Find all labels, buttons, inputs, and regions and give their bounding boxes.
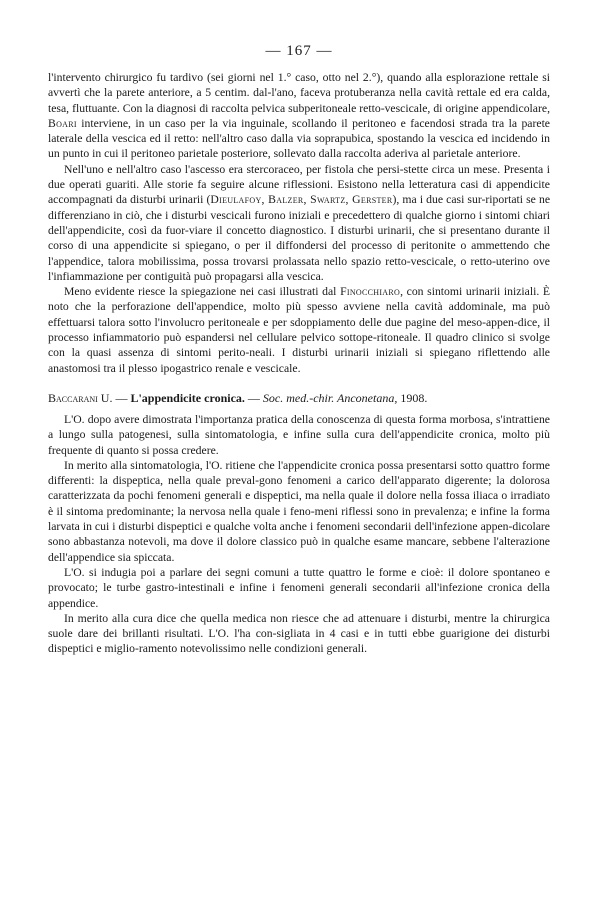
article-paragraph-treatment: In merito alla cura dice che quella medica non riesce che ad attenuare i disturbi, mentre la chirurgica suole dare dei brillanti risultati. L'O. l'ha con-sigliata in 4 casi e in tutti ebbe guarigione dei disturbi dispeptici e miglio-ramento notevolissimo nelle condizioni generali. bbox=[48, 611, 550, 656]
intro-text-part-1: l'intervento chirurgico fu tardivo (sei giorni nel 1.° caso, otto nel 2.°), quando alla esplorazione rettale si avvertì che la parete anteriore, a 5 centim. dal-l'ano, faceva protuberanza nella cavità rettale ed era calda, tesa, fluttuante. Con la diagnosi di raccolta pelvica subperitoneale retto-vescicale, di origine appendicolare, bbox=[48, 71, 550, 115]
heading-dash-2: — bbox=[247, 390, 260, 405]
intro-text-part-2: interviene, in un caso per la via inguinale, scollando il peritoneo e facendosi strada tra la parete laterale della vescica ed il retto: nell'altro caso dalla via soprapubica, spostando la vescica ed incidendo in un punto in cui il peritoneo parietale posteriore, sollevato dalla raccolta aderiva al parietale anteriore. bbox=[48, 116, 550, 161]
paragraph-2-text-a: Nell'uno e nell'altro caso l'ascesso era stercoraceo, per fistola che persi-stette circa un mese. Presenta i due operati guariti. Alle storie fa seguire alcune riflessioni. Esistono nella letteratura casi di appendicite accompagnati da disturbi urinarii ( bbox=[48, 162, 550, 207]
heading-dash-1: — bbox=[115, 390, 128, 405]
article-paragraph-common-signs: L'O. si indugia poi a parlare dei segni comuni a tutte quattro le forme e cioè: il dolore spontaneo e provocato; le turbe gastro-intestinali e infine i fenomeni generali secondarii all'infezione cronica della appendice. bbox=[48, 565, 550, 610]
page-number: — 167 — bbox=[265, 43, 333, 59]
paragraph-2-text-b: ), ma i due casi sur-riportati se ne differenziano in ciò, che i disturbi vescicali furono iniziali e precedettero di qualche giorno i sintomi chiari dell'appendicite, così da fuor-viare il concetto diagnostico. I disturbi urinarii, che si presentano durante il corso di una appendicite si spiegano, o per il diffondersi del processo di peritonite o ammettendo che l'appendice, talora mobilissima, possa trovarsi prolassata nello spazio retto-vescicale, o retto-uterino ove l'infiammazione per contiguità può propagarsi alla vescica. bbox=[48, 193, 551, 283]
article-author: Baccarani U. bbox=[48, 390, 113, 405]
journal-page bbox=[48, 40, 550, 657]
cited-author-finocchiaro: Finocchiaro bbox=[340, 285, 401, 299]
article-year: 1908. bbox=[400, 390, 428, 405]
paragraph-urinary-disorders bbox=[48, 162, 550, 284]
article-title: L'appendicite cronica. bbox=[130, 390, 245, 405]
paragraph-3-text-b: , con sintomi urinarii iniziali. È noto che la perforazione dell'appendice, molto più spesso avviene nella cavità addominale, ma può effettuarsi talora sotto l'involucro peritoneale e per sdoppiamento delle due pagine del meso-appen-dice, il processo infiammatorio può espandersi nel cellulare pelvico sottope-ritoneale. Il quadro clinico si svolge con la quasi assenza di sintomi perito-neali. I disturbi urinarii iniziali si spiegano riflettendo alle anastomosi tra il plesso ipogastrico renale e vescicale. bbox=[48, 285, 551, 375]
paragraph-finocchiaro-cases bbox=[48, 284, 550, 376]
cited-surgeon-name: Boari bbox=[48, 116, 77, 130]
intro-paragraph bbox=[48, 70, 550, 162]
article-paragraph-importance: L'O. dopo avere dimostrata l'importanza pratica della conoscenza di questa forma morbosa, s'intrattiene a lungo sulla patogenesi, sulla sintomatologia, e infine sulla cura dell'appendicite cronica, molto più frequente di quanto si possa credere. bbox=[48, 412, 550, 457]
article-journal: Soc. med.-chir. Anconetana, bbox=[262, 390, 398, 405]
article-paragraph-symptomatology: In merito alla sintomatologia, l'O. ritiene che l'appendicite cronica possa presentarsi sotto quattro forme differenti: la dispeptica, nella quale preval-gono fenomeni a carico dell'apparato digerente; la dolorosa caratterizzata da pochi fenomeni generali e dispeptici, ma nella quale il dolore nella fossa iliaca o irradiato è il sintoma predominante; la nervosa nella quale i feno-meni riflessi sono in prevalenza; e infine la forma larvata in cui i disturbi dispeptici e qualche volta anche i fenomeni secondarii dell'infezione appen-dicolare sono abbastanza notevoli, ma dove il dolore classico può in qualche esame mancare, sebbene l'alterazione dell'appendice sia spiccata. bbox=[48, 458, 550, 564]
article-heading bbox=[48, 390, 550, 406]
cited-authors: Dieulafoy, Balzer, Swartz, Gerster bbox=[210, 193, 393, 207]
paragraph-3-text-a: Meno evidente riesce la spiegazione nei casi illustrati dal bbox=[64, 285, 337, 299]
